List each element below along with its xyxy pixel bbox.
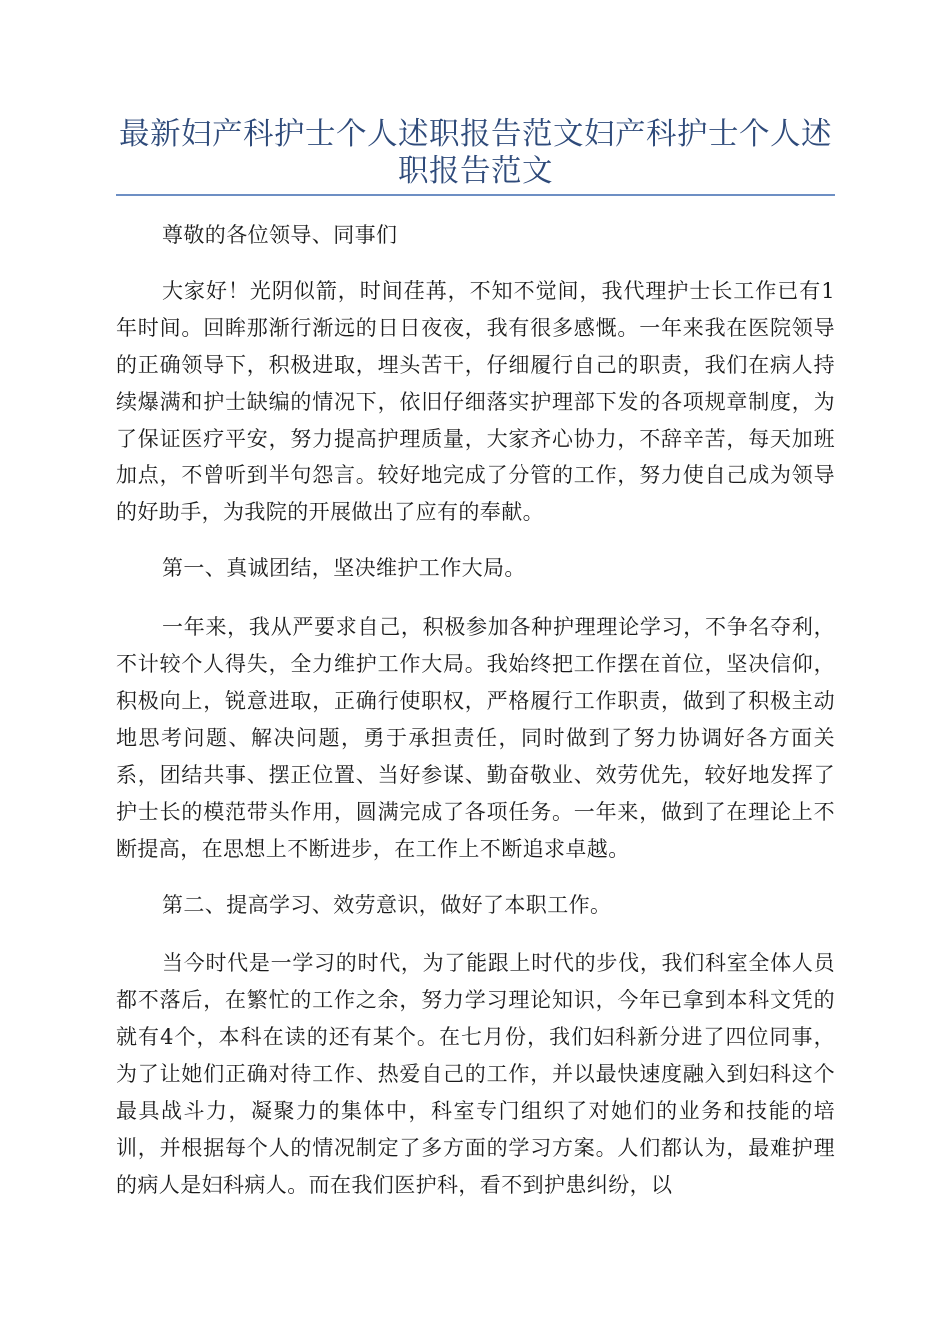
body-paragraph: 当今时代是一学习的时代，为了能跟上时代的步伐，我们科室全体人员都不落后，在繁忙的工作之余，努力学习理论知识，今年已拿到本科文凭的就有4个，本科在读的还有某个。在七月份，我们妇科新分进了四位同事，为了让她们正确对待工作、热爱自己的工作，并以最快速度融入到妇科这个最具战斗力，凝聚力的集体中，科室专门组织了对她们的业务和技能的培训，并根据每个人的情况制定了多方面的学习方案。人们都认为，最难护理的病人是妇科病人。而在我们医护科，看不到护患纠纷，以 (116, 951, 835, 1197)
document-body (116, 217, 835, 1204)
salutation-paragraph: 尊敬的各位领导、同事们 (162, 223, 398, 247)
title-underline (116, 194, 835, 196)
body-paragraph: 一年来，我从严要求自己，积极参加各种护理理论学习，不争名夺利，不计较个人得失，全力维护工作大局。我始终把工作摆在首位，坚决信仰，积极向上，锐意进取，正确行使职权，严格履行工作职责，做到了积极主动地思考问题、解决问题，勇于承担责任，同时做到了努力协调好各方面关系，团结共事、摆正位置、当好参谋、勤奋敬业、效劳优先，较好地发挥了护士长的模范带头作用，圆满完成了各项任务。一年来，做到了在理论上不断提高，在思想上不断进步，在工作上不断追求卓越。 (116, 615, 835, 861)
document-title: 最新妇产科护士个人述职报告范文妇产科护士个人述职报告范文 (119, 117, 832, 189)
document-page (116, 0, 835, 1223)
body-paragraph: 大家好！光阴似箭，时间荏苒，不知不觉间，我代理护士长工作已有1年时间。回眸那渐行渐远的日日夜夜，我有很多感慨。一年来我在医院领导的正确领导下，积极进取，埋头苦干，仔细履行自己的职责，我们在病人持续爆满和护士缺编的情况下，依旧仔细落实护理部下发的各项规章制度，为了保证医疗平安，努力提高护理质量，大家齐心协力，不辞辛苦，每天加班加点，不曾听到半句怨言。较好地完成了分管的工作，努力使自己成为领导的好助手，为我院的开展做出了应有的奉献。 (116, 278, 835, 525)
section-heading-2: 第二、提高学习、效劳意识，做好了本职工作。 (162, 892, 612, 917)
section-heading-1: 第一、真诚团结，坚决维护工作大局。 (162, 556, 526, 581)
